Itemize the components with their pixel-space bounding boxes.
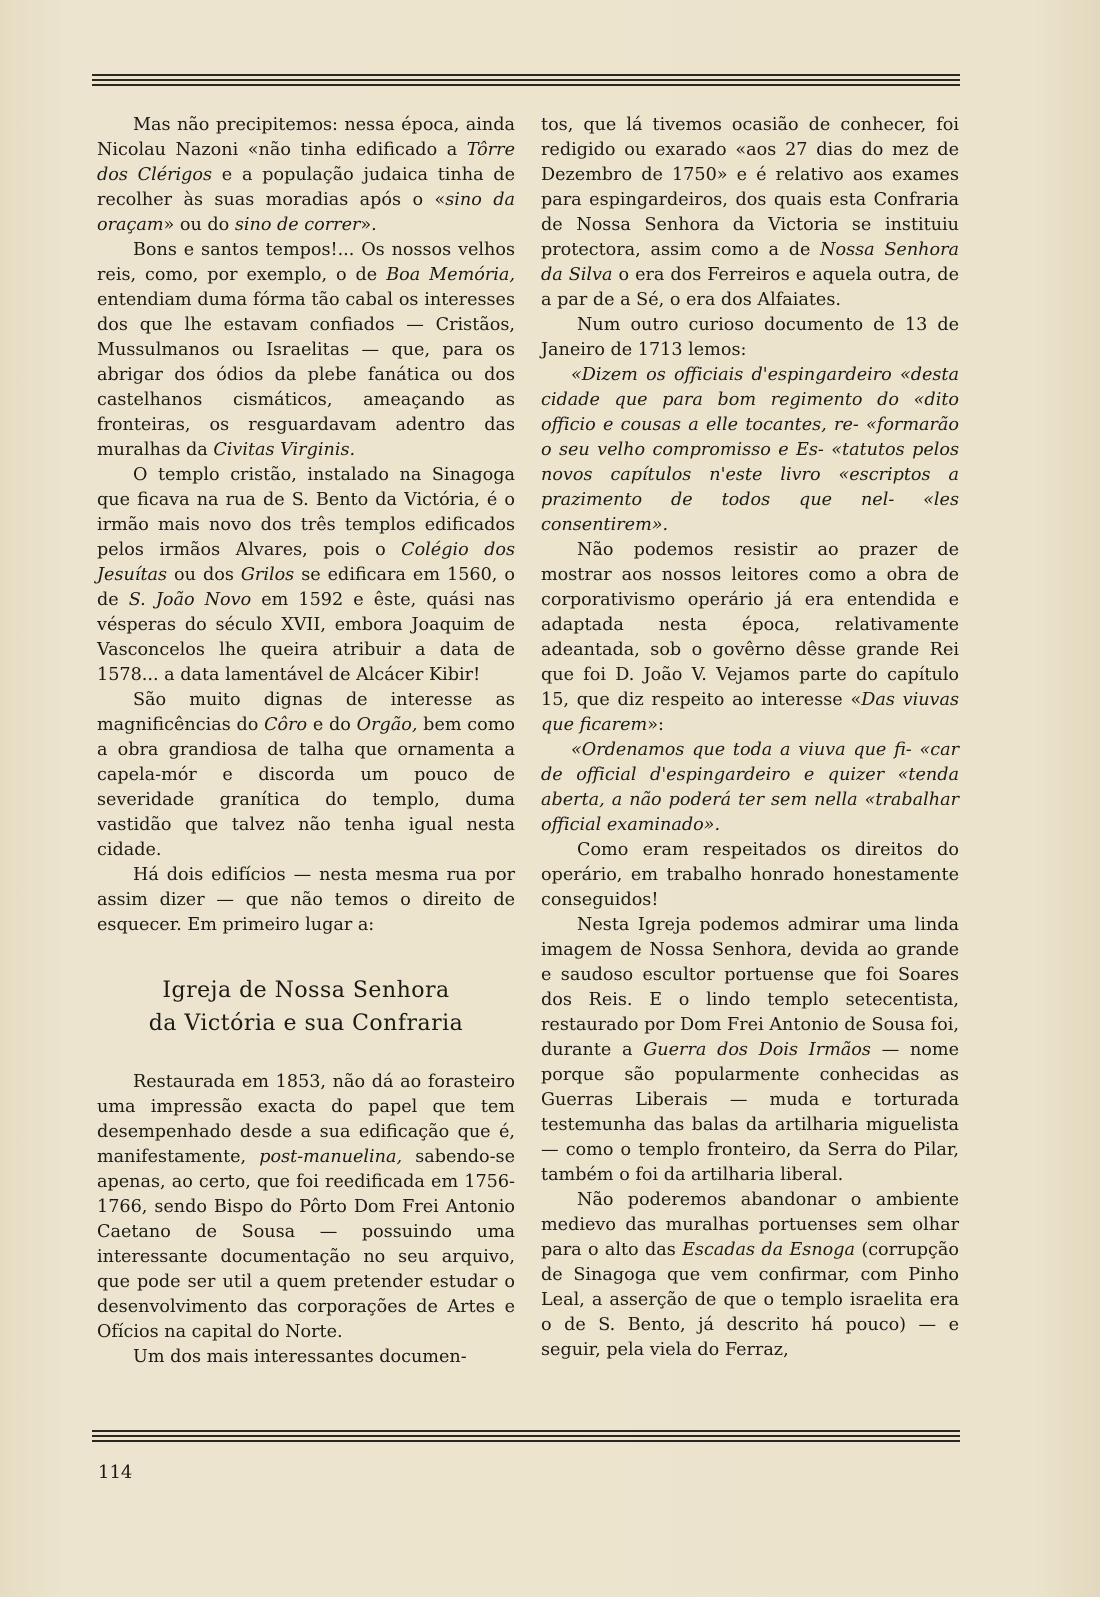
paragraph: Nesta Igreja podemos admirar uma linda imagem de Nossa Senhora, devida ao grande e saudoso escultor portuense que foi Soares dos Reis. E o lindo templo setecentista, restaurado por Dom Frei Antonio de Sousa foi, durante a Guerra dos Dois Irmãos — nome porque são popularmente conhecidas as Guerras Liberais — muda e torturada testemunha das balas da artilharia miguelista — como o templo fronteiro, da Serra do Pilar, também o foi da artilharia liberal. xyxy=(541,915,959,1185)
section-heading xyxy=(97,974,515,1040)
paragraph: Bons e santos tempos!... Os nossos velhos reis, como, por exemplo, o de Boa Memória, entendiam duma fórma tão cabal os interesses dos que lhe estavam confiados — Cristãos, Mussulmanos ou Israelitas — que, para os abrigar dos ódios da plebe fanática ou dos castelhanos cismáticos, ameaçando as fronteiras, os resguardavam adentro das muralhas da Civitas Virginis. xyxy=(97,240,515,460)
paragraph: «Dizem os officiais d'espingardeiro «desta cidade que para bom regimento do «dito officio e cousas a elle tocantes, re- «formarão o seu velho compromisso e Es- «tatutos pelos novos capítulos n'este livro «escriptos a prazimento de todos que nel- «les consentirem». xyxy=(541,365,959,535)
paragraph: Há dois edifícios — nesta mesma rua por assim dizer — que não temos o direito de esquecer. Em primeiro lugar a: xyxy=(97,865,515,935)
paragraph: Num outro curioso documento de 13 de Janeiro de 1713 lemos: xyxy=(541,315,959,360)
heading-line-2: da Victória e sua Confraria xyxy=(148,1011,464,1036)
right-paragraphs xyxy=(541,113,959,1363)
right-column xyxy=(541,113,959,1363)
paragraph: Mas não precipitemos: nessa época, ainda Nicolau Nazoni «não tinha edificado a Tôrre dos Clérigos e a população judaica tinha de recolher às suas moradias após o «sino da oraçam» ou do sino de correr». xyxy=(97,115,515,235)
paragraph: Não poderemos abandonar o ambiente medievo das muralhas portuenses sem olhar para o alto das Escadas da Esnoga (corrupção de Sinagoga que vem confirmar, com Pinho Leal, a asserção de que o templo israelita era o de S. Bento, já descrito há pouco) — e seguir, pela viela do Ferraz, xyxy=(541,1190,959,1360)
left-paragraphs-after-heading xyxy=(97,1070,515,1370)
left-paragraphs xyxy=(97,113,515,938)
left-column xyxy=(97,113,515,1370)
paragraph: Como eram respeitados os direitos do operário, em trabalho honrado honestamente conseguidos! xyxy=(541,840,959,910)
paragraph: Um dos mais interessantes documen- xyxy=(133,1347,467,1367)
paragraph: tos, que lá tivemos ocasião de conhecer, foi redigido ou exarado «aos 27 dias do mez de Dezembro de 1750» e é relativo aos exames para espingardeiros, dos quais esta Confraria de Nossa Senhora da Victoria se instituiu protectora, assim como a de Nossa Senhora da Silva o era dos Ferreiros e aquela outra, de a par de a Sé, o era dos Alfaiates. xyxy=(541,115,960,310)
bottom-rule xyxy=(92,1430,960,1445)
heading-line-1: Igreja de Nossa Senhora xyxy=(162,978,450,1003)
page-number: 114 xyxy=(98,1462,133,1483)
paragraph: Restaurada em 1853, não dá ao forasteiro uma impressão exacta do papel que tem desempenhado desde a sua edificação que é, manifestamente, post-manuelina, sabendo-se apenas, ao certo, que foi reedificada em 1756-1766, sendo Bispo do Pôrto Dom Frei Antonio Caetano de Sousa — possuindo uma interessante documentação no seu arquivo, que pode ser util a quem pretender estudar o desenvolvimento das corporações de Artes e Ofícios na capital do Norte. xyxy=(97,1072,515,1342)
paragraph: Não podemos resistir ao prazer de mostrar aos nossos leitores como a obra de corporativismo operário já era entendida e adaptada nesta época, relativamente adeantada, sob o govêrno dêsse grande Rei que foi D. João V. Vejamos parte do capítulo 15, que diz respeito ao interesse «Das viuvas que ficarem»: xyxy=(541,540,959,735)
paragraph: São muito dignas de interesse as magnificências do Côro e do Orgão, bem como a obra grandiosa de talha que ornamenta a capela-mór e discorda um pouco de severidade granítica do templo, duma vastidão que talvez não tenha igual nesta cidade. xyxy=(97,690,516,860)
top-rule xyxy=(92,74,960,89)
paragraph: O templo cristão, instalado na Sinagoga que ficava na rua de S. Bento da Victória, é o irmão mais novo dos três templos edificados pelos irmãos Alvares, pois o Colégio dos Jesuítas ou dos Grilos se edificara em 1560, o de S. João Novo em 1592 e êste, quási nas vésperas do século XVII, embora Joaquim de Vasconcelos lhe queira atribuir a data de 1578... a data lamentável de Alcácer Kibir! xyxy=(97,465,515,685)
paragraph: «Ordenamos que toda a viuva que fi- «car de official d'espingardeiro e quizer «tenda aberta, a não poderá ter sem nella «trabalhar official examinado». xyxy=(541,740,959,835)
